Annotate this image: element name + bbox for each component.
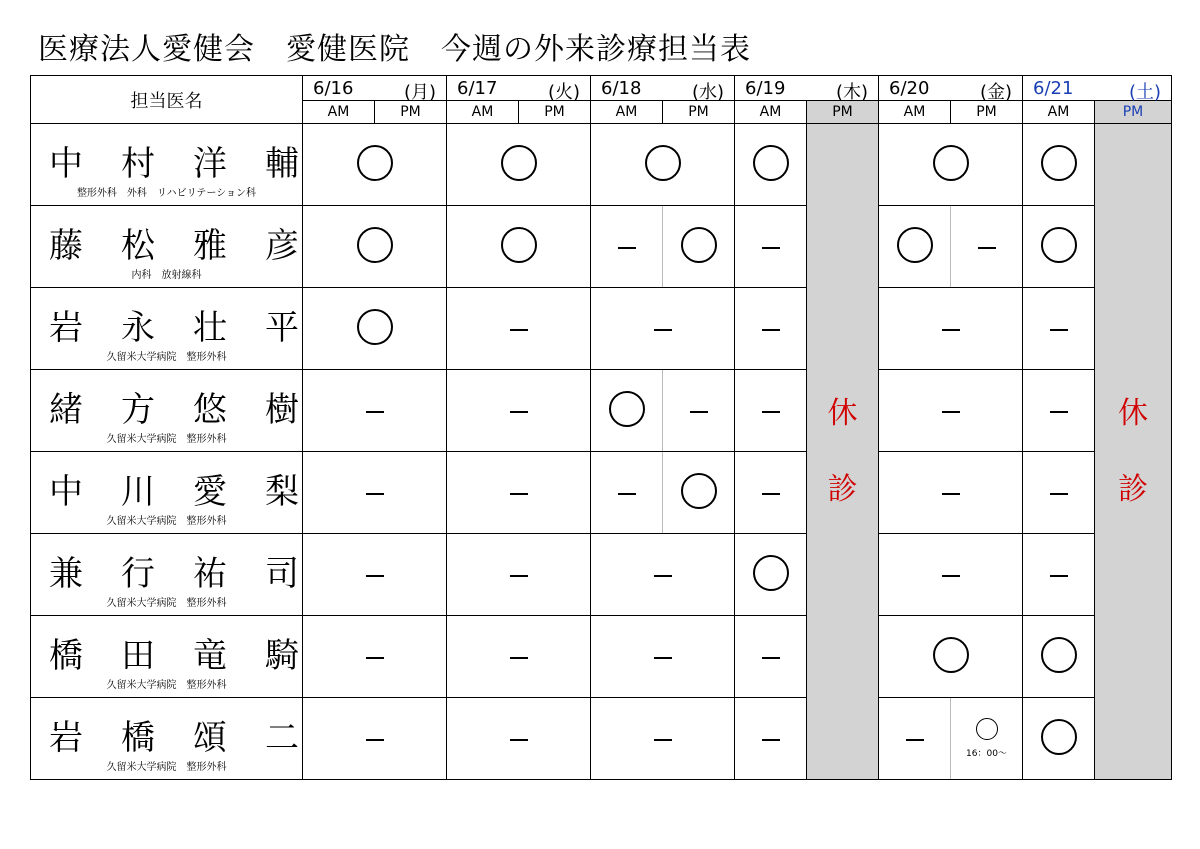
slot-available (303, 288, 447, 370)
available-circle-icon (501, 227, 537, 263)
dash-icon (510, 739, 528, 741)
doctor-name: 中 村 洋 輔 (49, 144, 299, 184)
day-header-mon: 6/16 (月) (303, 76, 447, 101)
am-label: AM (1023, 101, 1095, 124)
dash-icon (942, 493, 960, 495)
slot-available (591, 370, 663, 452)
doctor-cell (31, 534, 303, 616)
doctor-specialty: 久留米大学病院 整形外科 (106, 516, 227, 527)
dash-icon (366, 411, 384, 413)
day-header-wed: 6/18 (水) (591, 76, 735, 101)
slot-unavailable (303, 370, 447, 452)
slot-unavailable (879, 370, 1023, 452)
dash-icon (510, 493, 528, 495)
available-circle-icon (681, 473, 717, 509)
slot-unavailable (879, 698, 951, 780)
slot-available (879, 616, 1023, 698)
dash-icon (1050, 411, 1068, 413)
slot-unavailable (303, 616, 447, 698)
dash-icon (762, 739, 780, 741)
am-label: AM (735, 101, 807, 124)
slot-unavailable (447, 452, 591, 534)
dash-icon (978, 247, 996, 249)
slot-unavailable (591, 616, 735, 698)
closed-label-thu: 休 診 (807, 370, 879, 534)
doctor-name: 橋 田 竜 騎 (49, 636, 299, 676)
dash-icon (654, 657, 672, 659)
available-circle-icon (976, 718, 998, 740)
dash-icon (942, 411, 960, 413)
doctor-specialty: 久留米大学病院 整形外科 (106, 434, 227, 445)
day-header-sat: 6/21 (土) (1023, 76, 1172, 101)
doctor-row (31, 698, 1172, 780)
dash-icon (762, 657, 780, 659)
doctor-row (31, 452, 1172, 534)
available-circle-icon (753, 145, 789, 181)
day-header-tue: 6/17 (火) (447, 76, 591, 101)
doctor-specialty: 久留米大学病院 整形外科 (106, 352, 227, 363)
doctor-specialty: 整形外科 外科 リハビリテーション科 (76, 188, 257, 199)
dash-icon (762, 329, 780, 331)
slot-unavailable (1023, 452, 1095, 534)
available-circle-icon (501, 145, 537, 181)
day-header-thu: 6/19 (木) (735, 76, 879, 101)
dash-icon (654, 739, 672, 741)
closed-label-sat: 休 診 (1095, 370, 1172, 534)
dash-icon (366, 739, 384, 741)
doctor-cell (31, 616, 303, 698)
am-label: AM (879, 101, 951, 124)
dash-icon (654, 329, 672, 331)
available-circle-icon (357, 309, 393, 345)
available-circle-icon (1041, 637, 1077, 673)
am-label: AM (591, 101, 663, 124)
slot-unavailable (735, 370, 807, 452)
slot-unavailable (1023, 534, 1095, 616)
doctor-specialty: 久留米大学病院 整形外科 (106, 598, 227, 609)
doctor-cell (31, 288, 303, 370)
doctor-row (31, 124, 1172, 206)
available-circle-icon (933, 637, 969, 673)
slot-unavailable (735, 452, 807, 534)
dash-icon (654, 575, 672, 577)
page-title: 医療法人愛健会 愛健医院 今週の外来診療担当表 (38, 32, 751, 67)
doctor-specialty: 久留米大学病院 整形外科 (106, 762, 227, 773)
slot-available (447, 124, 591, 206)
slot-unavailable (591, 206, 663, 288)
schedule-table (30, 75, 1172, 780)
pm-label: PM (519, 101, 591, 124)
slot-unavailable (735, 288, 807, 370)
slot-unavailable (447, 288, 591, 370)
slot-available (591, 124, 735, 206)
available-circle-icon (933, 145, 969, 181)
available-circle-icon (645, 145, 681, 181)
slot-unavailable (735, 698, 807, 780)
slot-unavailable (447, 698, 591, 780)
dash-icon (510, 657, 528, 659)
pm-label: PM (1095, 101, 1172, 124)
dash-icon (366, 493, 384, 495)
dash-icon (510, 575, 528, 577)
available-circle-icon (609, 391, 645, 427)
slot-unavailable (303, 534, 447, 616)
doctor-column-header: 担当医名 (31, 76, 303, 124)
available-circle-icon (681, 227, 717, 263)
doctor-cell (31, 124, 303, 206)
slot-unavailable (591, 534, 735, 616)
dash-icon (1050, 575, 1068, 577)
slot-unavailable (879, 452, 1023, 534)
slot-unavailable (303, 698, 447, 780)
late-start-note: 16：00～ (966, 749, 1007, 759)
date-header-row (31, 76, 1172, 101)
doctor-name: 藤 松 雅 彦 (49, 226, 299, 266)
dash-icon (366, 657, 384, 659)
closed-cell-sat (1095, 124, 1172, 370)
dash-icon (906, 739, 924, 741)
slot-available (663, 452, 735, 534)
doctor-name: 岩 橋 頌 二 (49, 718, 299, 758)
slot-available (1023, 124, 1095, 206)
slot-available (303, 124, 447, 206)
pm-label: PM (951, 101, 1023, 124)
slot-unavailable (591, 288, 735, 370)
doctor-row (31, 370, 1172, 452)
day-header-fri: 6/20 (金) (879, 76, 1023, 101)
doctor-name: 兼 行 祐 司 (49, 554, 299, 594)
pm-label: PM (807, 101, 879, 124)
dash-icon (510, 329, 528, 331)
slot-unavailable (447, 534, 591, 616)
pm-label: PM (663, 101, 735, 124)
available-circle-icon (1041, 227, 1077, 263)
slot-unavailable (879, 534, 1023, 616)
slot-unavailable (591, 698, 735, 780)
available-circle-icon (897, 227, 933, 263)
doctor-row (31, 616, 1172, 698)
slot-available (663, 206, 735, 288)
dash-icon (762, 411, 780, 413)
dash-icon (762, 247, 780, 249)
slot-available (1023, 698, 1095, 780)
dash-icon (690, 411, 708, 413)
slot-available (303, 206, 447, 288)
doctor-cell (31, 206, 303, 288)
slot-unavailable (735, 206, 807, 288)
dash-icon (366, 575, 384, 577)
slot-available (879, 124, 1023, 206)
slot-available-late (951, 698, 1023, 780)
dash-icon (1050, 329, 1068, 331)
doctor-name: 岩 永 壮 平 (49, 308, 299, 348)
slot-unavailable (303, 452, 447, 534)
dash-icon (618, 493, 636, 495)
available-circle-icon (1041, 719, 1077, 755)
slot-available (1023, 206, 1095, 288)
dash-icon (1050, 493, 1068, 495)
doctor-cell (31, 370, 303, 452)
slot-unavailable (735, 616, 807, 698)
available-circle-icon (753, 555, 789, 591)
closed-cell-thu (807, 124, 879, 370)
doctor-row (31, 206, 1172, 288)
slot-unavailable (1023, 370, 1095, 452)
doctor-cell (31, 698, 303, 780)
available-circle-icon (357, 145, 393, 181)
slot-unavailable (1023, 288, 1095, 370)
am-label: AM (447, 101, 519, 124)
slot-unavailable (591, 452, 663, 534)
slot-available (735, 124, 807, 206)
slot-unavailable (879, 288, 1023, 370)
dash-icon (942, 329, 960, 331)
doctor-name: 緒 方 悠 樹 (49, 390, 299, 430)
available-circle-icon (357, 227, 393, 263)
available-circle-icon (1041, 145, 1077, 181)
doctor-specialty: 内科 放射線科 (131, 270, 202, 281)
slot-available (879, 206, 951, 288)
closed-cell-thu (807, 534, 879, 780)
slot-unavailable (447, 370, 591, 452)
slot-unavailable (447, 616, 591, 698)
doctor-name: 中 川 愛 梨 (49, 472, 299, 512)
dash-icon (942, 575, 960, 577)
doctor-row (31, 534, 1172, 616)
pm-label: PM (375, 101, 447, 124)
doctor-specialty: 久留米大学病院 整形外科 (106, 680, 227, 691)
dash-icon (762, 493, 780, 495)
slot-unavailable (663, 370, 735, 452)
dash-icon (618, 247, 636, 249)
slot-unavailable (951, 206, 1023, 288)
am-label: AM (303, 101, 375, 124)
slot-available (735, 534, 807, 616)
slot-available (447, 206, 591, 288)
closed-cell-sat (1095, 534, 1172, 780)
doctor-row (31, 288, 1172, 370)
doctor-cell (31, 452, 303, 534)
slot-available (1023, 616, 1095, 698)
dash-icon (510, 411, 528, 413)
